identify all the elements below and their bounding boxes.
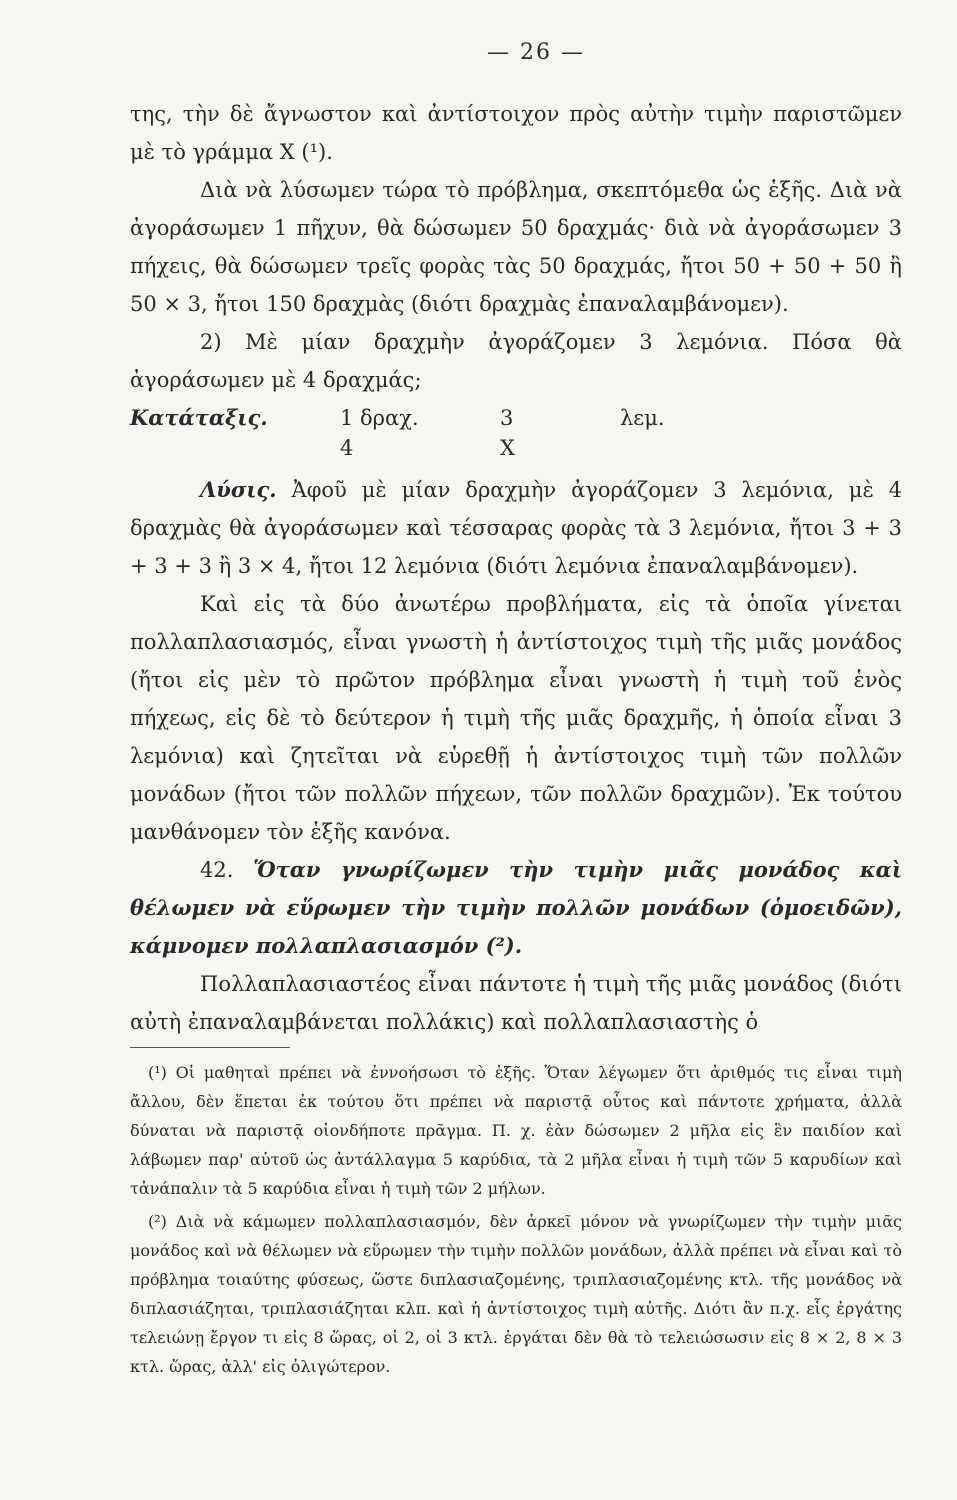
footnote-divider <box>130 1047 290 1048</box>
page-number: — 26 — <box>487 40 585 65</box>
paragraph-3: 2) Μὲ μίαν δραχμὴν ἀγοράζομεν 3 λεμόνια. Πόσα θὰ ἀγοράσωμεν μὲ 4 δραχμάς; <box>130 330 902 392</box>
arrangement-cell-r1c3: λεμ. <box>620 406 665 430</box>
arrangement-cell-r1c1: 1 δραχ. <box>340 406 419 430</box>
footnote-2: (²) Διὰ νὰ κάμωμεν πολλαπλασιασμόν, δὲν ἀρκεῖ μόνον νὰ γνωρίζωμεν τὴν τιμὴν μιᾶς μονάδος καὶ νὰ θέλωμεν νὰ εὕρωμεν τὴν τιμὴν πολλῶν μονάδων, ἀλλὰ πρέπει νὰ εἶναι καὶ τὸ πρόβλημα τοιαύτης φύσεως, ὥστε διπλασιαζομένης, τριπλασιαζομένης κτλ. τῆς μονάδος νὰ διπλασιάζηται, τριπλασιάζηται κλπ. καὶ ἡ ἀντίστοιχος τιμὴ αὐτῆς. Διότι ἂν π.χ. εἷς ἐργάτης τελειώνῃ ἔργον τι εἰς 8 ὥρας, οἱ 2, οἱ 3 κτλ. ἐργάται δὲν θὰ τὸ τελειώσωσιν εἰς 8 × 2, 8 × 3 κτλ. ὥρας, ἀλλ' εἰς ὀλιγώτερον. <box>130 1212 902 1376</box>
paragraph-1: της, τὴν δὲ ἄγνωστον καὶ ἀντίστοιχον πρὸς αὐτὴν τιμὴν παριστῶμεν μὲ τὸ γράμμα Χ (¹). <box>130 102 902 164</box>
solution-text: Ἀφοῦ μὲ μίαν δραχμὴν ἀγοράζομεν 3 λεμόνια, μὲ 4 δραχμὰς θὰ ἀγοράσωμεν καὶ τέσσαρας φορὰς τὰ 3 λεμόνια, ἤτοι 3 + 3 + 3 + 3 ἢ 3 × 4, ἤτοι 12 λεμόνια (διότι λεμόνια ἐπαναλαμβάνομεν). <box>130 478 902 578</box>
rule-text: Ὅταν γνωρίζωμεν τὴν τιμὴν μιᾶς μονάδος καὶ θέλωμεν νὰ εὕρωμεν τὴν τιμὴν πολλῶν μονάδων (ὁμοειδῶν), κάμνομεν πολλαπλασιασμόν (²). <box>130 857 902 958</box>
section-number: 42. <box>200 858 234 882</box>
paragraph-2: Διὰ νὰ λύσωμεν τώρα τὸ πρόβλημα, σκεπτόμεθα ὡς ἑξῆς. Διὰ νὰ ἀγοράσωμεν 1 πῆχυν, θὰ δώσωμεν 50 δραχμάς· διὰ νὰ ἀγοράσωμεν 3 πήχεις, θὰ δώσωμεν τρεῖς φορὰς τὰς 50 δραχμάς, ἤτοι 50 + 50 + 50 ἢ 50 × 3, ἤτοι 150 δραχμὰς (διότι δραχμὰς ἐπαναλαμβάνομεν). <box>130 178 902 316</box>
footnote-1: (¹) Οἱ μαθηταὶ πρέπει νὰ ἐννοήσωσι τὸ ἑξῆς. Ὅταν λέγωμεν ὅτι ἀριθμός τις εἶναι τιμὴ ἄλλου, δὲν ἕπεται ἐκ τούτου ὅτι πρέπει νὰ παριστᾷ οὗτος καὶ πάντοτε χρήματα, ἀλλὰ δύναται νὰ παριστᾷ οἱονδήποτε πρᾶγμα. Π. χ. ἐὰν δώσωμεν 2 μῆλα εἰς ἓν παιδίον καὶ λάβωμεν παρ' αὐτοῦ ὡς ἀντάλλαγμα 5 καρύδια, τὰ 2 μῆλα εἶναι ἡ τιμὴ τῶν 5 καρυδίων καὶ τἀνάπαλιν τὰ 5 καρύδια εἶναι ἡ τιμὴ τῶν 2 μήλων. <box>130 1063 902 1198</box>
paragraph-4 <box>130 471 902 585</box>
arrangement-table <box>130 403 902 463</box>
arrangement-cell-r2c1: 4 <box>340 436 354 460</box>
paragraph-7: Πολλαπλασιαστέος εἶναι πάντοτε ἡ τιμὴ τῆς μιᾶς μονάδος (διότι αὐτὴ ἐπαναλαμβάνεται πολλάκις) καὶ πολλαπλασιαστὴς ὁ <box>130 972 902 1034</box>
arrangement-cell-r2c2: Χ <box>500 436 515 460</box>
main-text <box>130 95 902 1041</box>
arrangement-cell-r2c3 <box>620 433 730 463</box>
rule-paragraph <box>130 851 902 965</box>
footnotes <box>130 1058 902 1381</box>
arrangement-cell-r1c2: 3 <box>500 406 514 430</box>
paragraph-5: Καὶ εἰς τὰ δύο ἀνωτέρω προβλήματα, εἰς τὰ ὁποῖα γίνεται πολλαπλασιασμός, εἶναι γνωστὴ ἡ ἀντίστοιχος τιμὴ τῆς μιᾶς μονάδος (ἤτοι εἰς μὲν τὸ πρῶτον πρόβλημα εἶναι γνωστὴ ἡ τιμὴ τοῦ ἑνὸς πήχεως, εἰς δὲ τὸ δεύτερον ἡ τιμὴ τῆς μιᾶς δραχμῆς, ἡ ὁποία εἶναι 3 λεμόνια) καὶ ζητεῖται νὰ εὑρεθῇ ἡ ἀντίστοιχος τιμὴ τῶν πολλῶν μονάδων (ἤτοι τῶν πολλῶν πήχεων, τῶν πολλῶν δραχμῶν). Ἐκ τούτου μανθάνομεν τὸν ἑξῆς κανόνα. <box>130 592 902 844</box>
solution-label: Λύσις. <box>200 477 277 502</box>
arrangement-label: Κατάταξις. <box>130 405 268 430</box>
